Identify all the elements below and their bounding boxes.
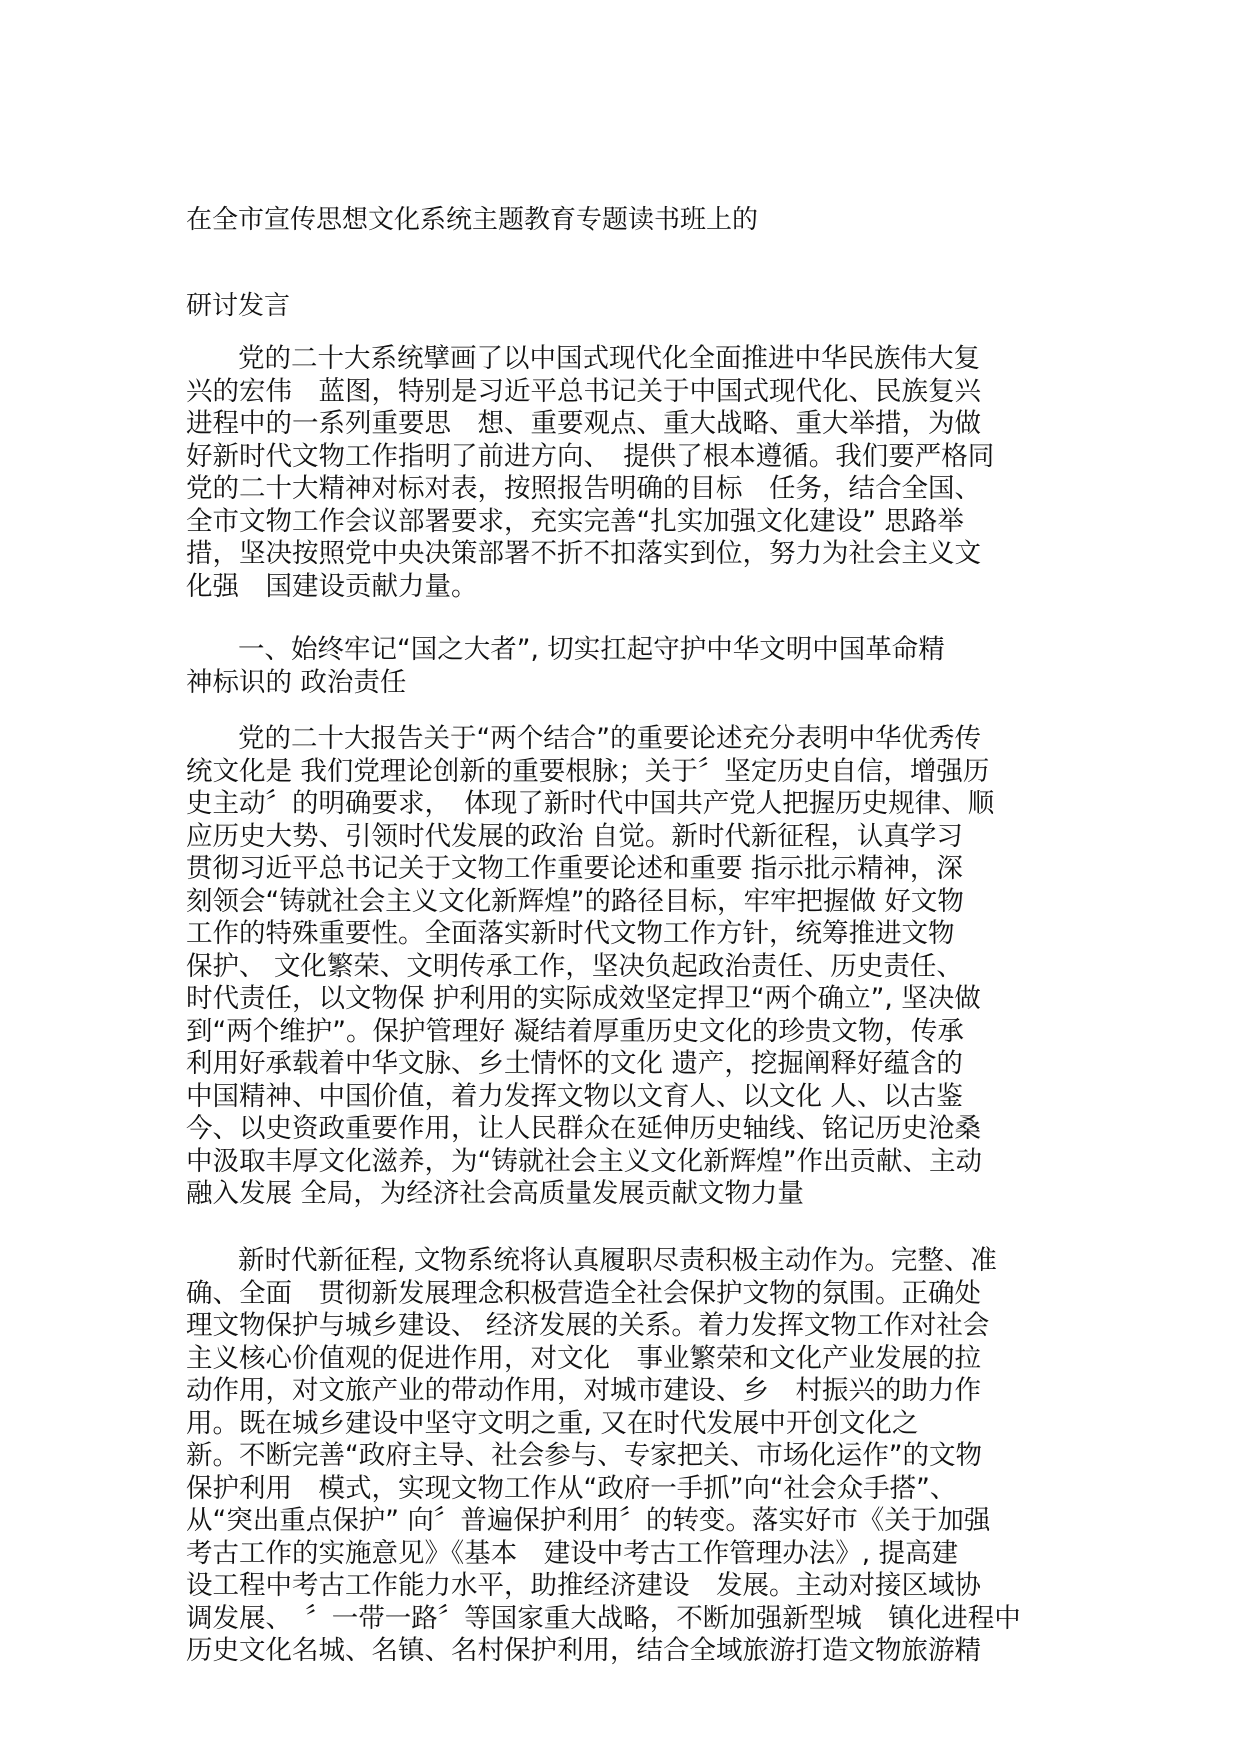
paragraph-line: 全市文物工作会议部署要求，充实完善“扎实加强文化建设” 思路举 (186, 505, 964, 537)
paragraph-line: 史主动〞的明确要求， 体现了新时代中国共产党人把握历史规律、顺 (186, 788, 995, 819)
paragraph-line: 中汲取丰厚文化滋养，为“铸就社会主义文化新辉煌”作出贡献、主动 (186, 1145, 982, 1177)
paragraph-line: 党的二十大报告关于“两个结合”的重要论述充分表明中华优秀传 (238, 723, 981, 754)
heading-line: 一、始终牢记“国之大者”, 切实扛起守护中华文明中国革命精 (238, 634, 945, 665)
paragraph-line: 工作的特殊重要性。全面落实新时代文物工作方针，统筹推进文物 (186, 918, 955, 949)
paragraph-intro (186, 343, 994, 603)
paragraph-line: 保护利用 模式，实现文物工作从“政府一手抓”向“社会众手搭”、 (186, 1472, 957, 1504)
document-title-line-2: 研讨发言 (186, 291, 291, 321)
paragraph-line: 动作用，对文旅产业的带动作用，对城市建设、乡 村振兴的助力作 (186, 1375, 981, 1406)
paragraph-line: 统文化是 我们党理论创新的重要根脉；关于〞坚定历史自信，增强历 (186, 755, 990, 787)
paragraph-line: 党的二十大系统擘画了以中国式现代化全面推进中华民族伟大复 (238, 343, 980, 374)
section-heading-1 (186, 634, 945, 699)
paragraph-line: 中国精神、中国价值，着力发挥文物以文育人、以文化 人、以古鉴 (186, 1080, 963, 1112)
paragraph-line: 措，坚决按照党中央决策部署不折不扣落实到位，努力为社会主义文 (186, 538, 981, 569)
paragraph-line: 从“突出重点保护” 向〞普遍保护利用〞的转变。落实好市《关于加强 (186, 1505, 991, 1536)
paragraph-line: 好新时代文物工作指明了前进方向、 提供了根本遵循。我们要严格同 (186, 440, 995, 472)
paragraph-line: 党的二十大精神对标对表，按照报告明确的目标 任务，结合全国、 (186, 473, 981, 504)
paragraph-line: 新时代新征程, 文物系统将认真履职尽责积极主动作为。完整、准 (238, 1245, 997, 1276)
paragraph-line: 兴的宏伟 蓝图，特别是习近平总书记关于中国式现代化、民族复兴 (186, 375, 981, 407)
heading-line: 神标识的 政治责任 (186, 666, 407, 698)
paragraph-line: 进程中的一系列重要思 想、重要观点、重大战略、重大举措，为做 (186, 408, 981, 439)
paragraph-line: 应历史大势、引领时代发展的政治 自觉。新时代新征程，认真学习 (186, 820, 963, 852)
paragraph-line: 设工程中考古工作能力水平，助推经济建设 发展。主动对接区域协 (186, 1570, 981, 1601)
paragraph-line: 今、以史资政重要作用，让人民群众在延伸历史轴线、铭记历史沧桑 (186, 1113, 981, 1144)
paragraph-line: 主义核心价值观的促进作用，对文化 事业繁荣和文化产业发展的拉 (186, 1342, 981, 1374)
paragraph-line: 贯彻习近平总书记关于文物工作重要论述和重要 指示批示精神，深 (186, 853, 963, 884)
paragraph-line: 化强 国建设贡献力量。 (186, 570, 478, 602)
paragraph-line: 新。不断完善“政府主导、社会参与、专家把关、市场化运作”的文物 (186, 1440, 982, 1471)
document-title-line-1: 在全市宣传思想文化系统主题教育专题读书班上的 (186, 205, 759, 235)
paragraph-line: 考古工作的实施意见》《基本 建设中考古工作管理办法》, 提高建 (186, 1537, 959, 1569)
paragraph-line: 理文物保护与城乡建设、 经济发展的关系。着力发挥文物工作对社会 (186, 1310, 990, 1341)
paragraph-line: 调发展、 〞一带一路〞等国家重大战略，不断加强新型城 镇化进程中 (186, 1602, 1021, 1634)
paragraph-line: 用。既在城乡建设中坚守文明之重, 又在时代发展中开创文化之 (186, 1407, 919, 1439)
paragraph-line: 刻领会“铸就社会主义文化新辉煌”的路径目标，牢牢把握做 好文物 (186, 885, 964, 917)
paragraph-line: 时代责任，以文物保 护利用的实际成效坚定捍卫“两个确立”, 坚决做 (186, 983, 981, 1014)
paragraph-line: 利用好承载着中华文脉、乡土情怀的文化 遗产，挖掘阐释好蕴含的 (186, 1048, 963, 1079)
paragraph-line: 融入发展 全局，为经济社会高质量发展贡献文物力量 (186, 1178, 804, 1209)
paragraph-section-1 (186, 723, 994, 1211)
paragraph-line: 保护、 文化繁荣、文明传承工作，坚决负起政治责任、历史责任、 (186, 950, 963, 982)
paragraph-section-2 (186, 1245, 1021, 1668)
paragraph-line: 确、全面 贯彻新发展理念积极营造全社会保护文物的氛围。正确处 (186, 1277, 981, 1309)
paragraph-line: 历史文化名城、名镇、名村保护利用，结合全域旅游打造文物旅游精 (186, 1635, 981, 1666)
paragraph-line: 到“两个维护”。保护管理好 凝结着厚重历史文化的珍贵文物，传承 (186, 1015, 964, 1047)
